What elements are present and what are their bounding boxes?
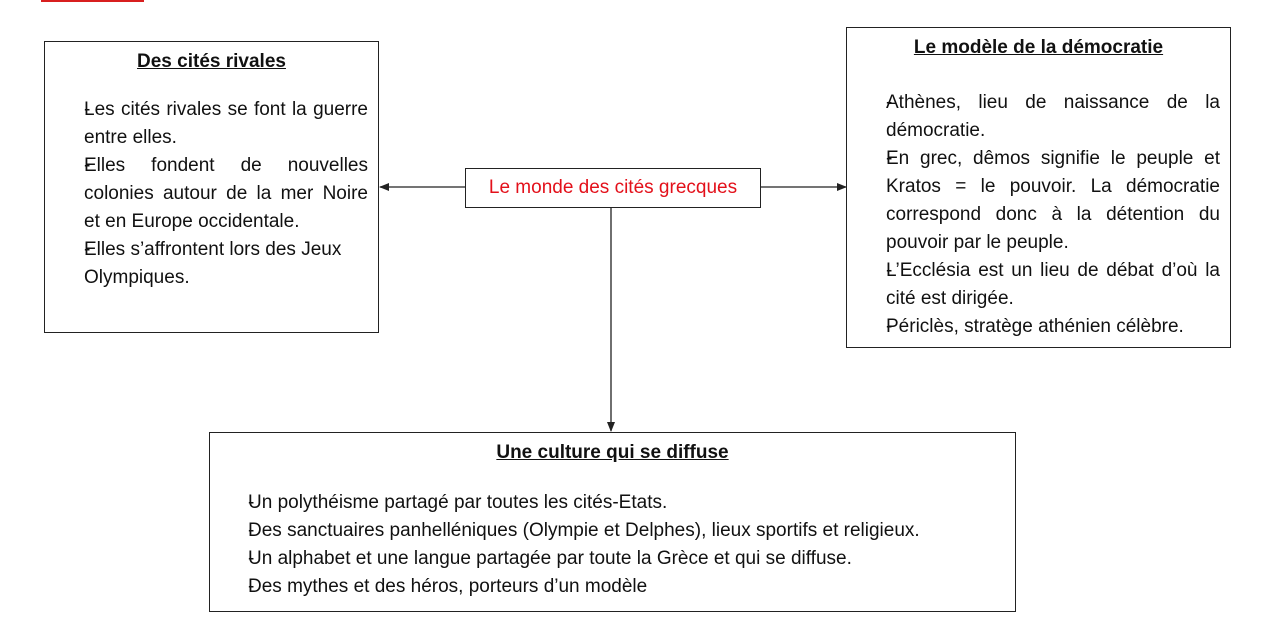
democratie-item: - Périclès, stratège athénien célèbre. [857, 313, 1220, 341]
central-topic-box [465, 168, 761, 208]
rivales-title: Des cités rivales [137, 51, 286, 72]
rivales-item: - Elles fondent de nouvelles colonies autour de la mer Noire et en Europe occidentale. [55, 152, 368, 236]
culture-box [209, 432, 1016, 612]
rivales-box [44, 41, 379, 333]
rivales-item: - Les cités rivales se font la guerre entre elles. [55, 96, 368, 152]
democratie-item: - Athènes, lieu de naissance de la démocratie. [857, 89, 1220, 145]
culture-item: - Des sanctuaires panhelléniques (Olympie et Delphes), lieux sportifs et religieux. [220, 517, 1005, 545]
culture-item: - Un polythéisme partagé par toutes les cités-Etats. [220, 489, 1005, 517]
culture-item: - Un alphabet et une langue partagée par toute la Grèce et qui se diffuse. [220, 545, 1005, 573]
culture-list [220, 489, 1005, 601]
democratie-item: - En grec, dêmos signifie le peuple et Kratos = le pouvoir. La démocratie correspond donc à la détention du pouvoir par le peuple. [857, 145, 1220, 257]
democratie-title: Le modèle de la démocratie [913, 37, 1164, 58]
democratie-list [857, 89, 1220, 341]
culture-item: - Des mythes et des héros, porteurs d’un modèle [220, 573, 1005, 601]
democratie-item: - L’Ecclésia est un lieu de débat d’où la cité est dirigée. [857, 257, 1220, 313]
democratie-box [846, 27, 1231, 348]
culture-title: Une culture qui se diffuse [496, 442, 729, 463]
rivales-item: - Elles s’affrontent lors des Jeux Olympiques. [55, 236, 368, 292]
central-topic-label: Le monde des cités grecques [488, 177, 738, 198]
rivales-list [55, 96, 368, 292]
